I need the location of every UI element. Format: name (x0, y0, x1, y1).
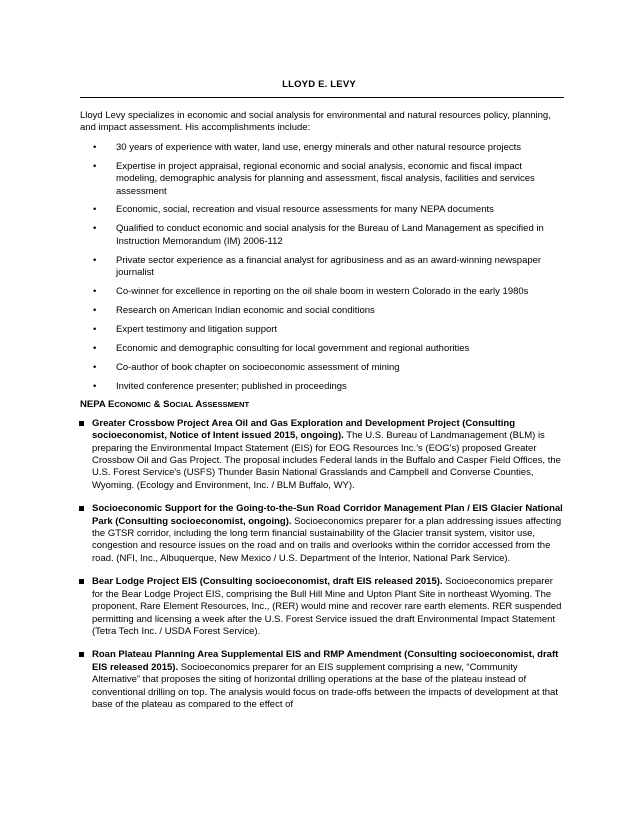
project-description: Socioeconomics preparer for a plan addressing issues affecting the GTSR corridor, including the long term financial sustainability of the Glacier transit system, visitor use, congestion and resource issues on the road and on trails and overlooks within the corridor accessed from the road. (NFI, Inc., Albuquerque, New Mexico / U.S. Department of the Interior, National Park Service). (92, 515, 562, 564)
bullet-icon: • (93, 361, 97, 373)
bullet-icon: • (93, 204, 97, 216)
list-item-text: 30 years of experience with water, land use, energy minerals and other natural resource projects (116, 141, 522, 153)
section-heading-part: OCIAL (169, 400, 194, 410)
projects-list (80, 418, 564, 712)
project-description: Socioeconomics preparer for the Bear Lodge Project EIS, comprising the Bull Hill Mine and Upton Plant Site in northeast Wyoming. The proponent, Rare Element Resources, Inc., (RER) would mine and recover rare earth elements. RER suspended permitting and licensing a week after the U.S. Forest Service issued the draft Environmental Impact Statement (Tetra Tech Inc. / USDA Forest Service). (92, 576, 562, 637)
bullet-icon: • (93, 160, 97, 172)
list-item-text: Qualified to conduct economic and social analysis for the Bureau of Land Management as specified in Instruction Memorandum (IM) 2006-112 (116, 223, 544, 247)
bullet-icon: • (93, 380, 97, 392)
bullet-icon: • (93, 285, 97, 297)
list-item (80, 142, 564, 154)
bullet-icon: • (93, 323, 97, 335)
list-item-text: Co-winner for excellence in reporting on the oil shale boom in western Colorado in the early 1980s (116, 285, 529, 297)
project-item (80, 649, 564, 711)
list-item (80, 223, 564, 248)
list-item (80, 305, 564, 317)
list-item-text: Economic and demographic consulting for local government and regional authorities (116, 342, 470, 354)
bullet-icon: • (93, 223, 97, 235)
project-item (80, 576, 564, 638)
project-description: Socioeconomics preparer for an EIS supplement comprising a new, “Community Alternative” that proposes the siting of horizontal drilling operations at the base of the plateau instead of conventional drilling on top. The analysis would focus on trade-offs between the impacts of development at that base of the plateau as compared to the effect of (92, 661, 558, 710)
section-heading (80, 399, 564, 411)
list-item (80, 204, 564, 216)
square-bullet-icon (79, 421, 84, 426)
bullet-icon: • (93, 254, 97, 266)
section-heading-part: CONOMIC (114, 400, 152, 410)
list-item (80, 161, 564, 198)
list-item-text: Co-author of book chapter on socioeconomic assessment of mining (116, 361, 400, 373)
project-item (80, 503, 564, 565)
section-heading-part: A (193, 399, 203, 411)
list-item (80, 343, 564, 355)
list-item-text: Economic, social, recreation and visual resource assessments for many NEPA documents (116, 204, 494, 216)
square-bullet-icon (79, 652, 84, 657)
project-description: The U.S. Bureau of Landmanagement (BLM) is preparing the Environmental Impact Statement (EIS) for EOG Resources Inc.'s (EOG's) proposed Greater Crossbow Oil and Gas Project. The proposal includes Federal lands in the Buffalo and Casper Field Offices, the U.S. Forest Service's (USFS) Thunder Basin National Grasslands and Campbell and Converse Counties, Wyoming. (Ecology and Environment, Inc. / BLM Buffalo, WY). (92, 430, 561, 491)
list-item-text: Private sector experience as a financial analyst for agribusiness and as an award-winning newspaper journalist (116, 254, 542, 279)
list-item (80, 362, 564, 374)
page-title (0, 79, 638, 90)
bullet-icon: • (93, 304, 97, 316)
title-divider (80, 97, 564, 98)
list-item-text: Expertise in project appraisal, regional economic and social analysis, economic and fiscal impact modeling, demographic analysis for planning and assessment, fiscal analysis, facilities and services assessment (116, 160, 535, 197)
section-heading-part: NEPA E (80, 399, 115, 411)
project-title: Socioeconomic Support for the Going-to-the-Sun Road Corridor Management Plan / EIS Glacier National Park (Consulting socioeconomist, ongoing). (92, 503, 563, 527)
list-item-text: Research on American Indian economic and social conditions (116, 304, 375, 316)
bullet-icon: • (93, 342, 97, 354)
list-item-text: Invited conference presenter; published in proceedings (116, 380, 347, 392)
resume-body (80, 110, 564, 722)
list-item (80, 324, 564, 336)
name-heading: LLOYD E. LEVY (282, 79, 356, 90)
project-title: Bear Lodge Project EIS (Consulting socioeconomist, draft EIS released 2015). (92, 576, 443, 588)
project-title: Greater Crossbow Project Area Oil and Gas Exploration and Development Project (Consulting socioeconomist, Notice of Intent issued 2015, ongoing). (92, 417, 516, 442)
section-heading-part: SSESSMENT (202, 400, 250, 410)
bullet-icon: • (93, 141, 97, 153)
project-item (80, 418, 564, 492)
section-heading-part: & S (151, 399, 170, 411)
list-item (80, 381, 564, 393)
accomplishments-list (80, 142, 564, 393)
list-item-text: Expert testimony and litigation support (116, 323, 278, 335)
intro-paragraph: Lloyd Levy specializes in economic and social analysis for environmental and natural resources policy, planning, and impact assessment. His accomplishments include: (80, 110, 551, 134)
project-title: Roan Plateau Planning Area Supplemental EIS and RMP Amendment (Consulting socioeconomist, draft EIS released 2015). (92, 649, 559, 673)
list-item (80, 286, 564, 298)
list-item (80, 255, 564, 280)
square-bullet-icon (79, 579, 84, 584)
square-bullet-icon (79, 506, 84, 511)
